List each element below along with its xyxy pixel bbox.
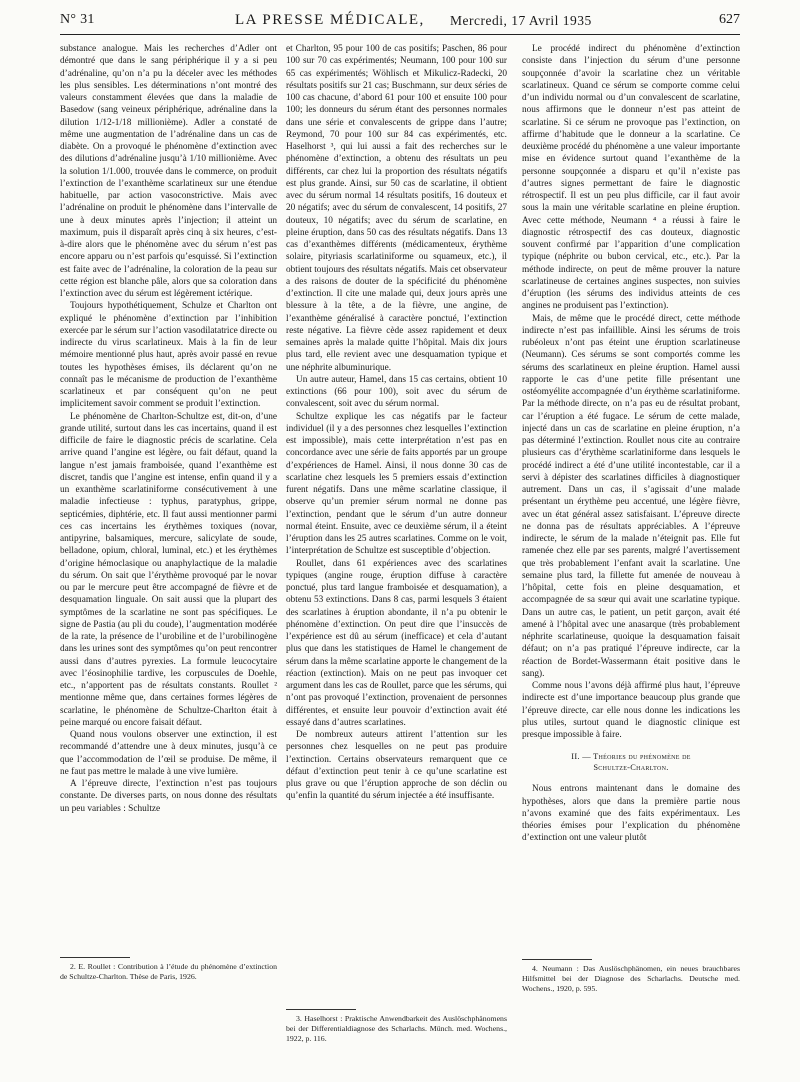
paragraph: De nombreux auteurs attirent l’attention sur les personnes chez lesquelles on ne peut pas produire l’extinction. Certains observateurs remarquent que ce défaut d’extinction peut tenir à ce qu’une scarlatine est plus grave ou que l’éruption approche de son déclin ou qu’enfin la quantité du sérum injectée a été insuffisante. bbox=[286, 730, 507, 802]
issue-number: N° 31 bbox=[60, 12, 95, 27]
section-heading bbox=[522, 751, 740, 773]
section-heading-line: II. — Théories du phénomène de bbox=[571, 752, 691, 762]
column-1 bbox=[60, 43, 277, 1078]
paragraph: A l’épreuve directe, l’extinction n’est pas toujours constante. De diverses parts, on nous donne des résultats un peu variables : Schultze bbox=[60, 779, 277, 814]
footnote: 4. Neumann : Das Auslöschphänomen, ein neues brauchbares Hilfsmittel bei der Diagnose des Scharlachs. Deutsche med. Wochens., 1920, p. 595. bbox=[522, 964, 740, 993]
paragraph: Roullet, dans 61 expériences avec des scarlatines typiques (angine rouge, éruption diffuse à caractère ponctué, plus tard langue framboisée et desquamation), a obtenu 53 extinctions. Dans 8 cas, parmi lesquels 3 étaient des scarlatines à éruption abondante, il n’a pu obtenir le phénomène d’extinction. On peut dire que l’insuccès de l’expérience est dû au sérum (inefficace) et cela d’autant plus que dans les statistiques de Hamel le changement de sérum dans la même scarlatine apporte le changement de la réaction (extinction). Mais on ne peut pas invoquer cet argument dans les cas de Roullet, parce que les sérums, qui n’ont pas provoqué l’extinction, provenaient de personnes différentes, et ensuite leur pouvoir d’extinction avait été essayé dans d’autres scarlatines. bbox=[286, 558, 507, 728]
column-3 bbox=[522, 43, 740, 1078]
paragraph: Toujours hypothétiquement, Schulze et Charlton ont expliqué le phénomène d’extinction par l’inhibition exercée par le sérum sur l’action vasodilatatrice directe ou indirecte du virus scarlatineux. Mais à la fin de leur mémoire mentionné plus haut, après avoir passé en revue toutes les hypothèses émises, ils déclarent qu’on ne connaît pas le mécanisme de production de l’exanthème scarlatineux et par conséquent qu’on ne peut implicitement savoir comment se produit l’extinction. bbox=[60, 301, 277, 410]
page-header bbox=[60, 12, 740, 35]
paragraph: Le phénomène de Charlton-Schultze est, dit-on, d’une grande utilité, surtout dans les cas incertains, quand il est difficile de faire le diagnostic précis de scarlatine. Cela arrive quand l’angine est légère, ou fait défaut, quand la langue n’est jamais framboisée, quand l’exanthème est discret, tandis que l’angine est intense, enfin quand il y a un exanthème scarlatiniforme consécutivement à une maladie infectieuse : typhus, paratyphus, grippe, septicémies, diphtérie, etc. Il faut aussi mentionner parmi ces cas incertains les érythèmes toxiques (novar, antipyrine, balsamiques, mercure, salicylate de soude, belladone, opium, chloral, luminal, etc.) et les érythèmes d’origine hémoclasique ou anaphylactique de la maladie du sérum. On sait que l’érythème provoqué par le novar ou par le mercure peut être accompagné de fièvre et de desquamation linguale. On sait aussi que la plupart des symptômes de la scarlatine ne sont pas spécifiques. Le signe de Pastia (au pli du coude), l’augmentation modérée de la rate, la présence de l’urobiline et de l’urobilinogène dans les urines sont des symptômes qu’on peut rencontrer aussi dans d’autres pyrexies. La formule leucocytaire avec l’éosinophilie tardive, les corpuscules de Doehle, etc., n’apportent pas de résultats constants. Roullet ² mentionne même que, dans certaines formes légères de scarlatine, le phénomène de Schultze-Charlton était à peine marqué ou encore faisait défaut. bbox=[60, 411, 277, 728]
paragraph: et Charlton, 95 pour 100 de cas positifs; Paschen, 86 pour 100 sur 70 cas expérimentés; Neumann, 100 pour 100 sur 65 cas expérimentés; Wöhlisch et Mikulicz-Radecki, 20 résultats positifs sur 21 cas; Buschmann, sur deux séries de 100 cas chacune, d’abord 61 pour 100 et ensuite 100 pour 100; les donneurs du sérum étant des personnes normales dans une série et convalescents de grippe dans l’autre; Reymond, 70 pour 100 sur 84 cas expérimentés, etc. Haselhorst ³, qui lui aussi a fait des recherches sur le phénomène d’extinction, a obtenu des résultats un peu différents, car chez lui la proportion des résultats négatifs est plus grande. Ainsi, sur 50 cas de scarlatine, il obtient avec du sérum normal 14 résultats positifs, 16 douteux et 20 négatifs; avec du sérum de convalescent, 14 positifs, 27 douteux, 10 négatifs; avec du sérum de scarlatine, en pleine éruption, dans 50 cas des résultats négatifs. Dans 13 cas d’exanthèmes différents (médicamenteux, érythème solaire, pityriasis scarlatiniforme ou squameux, etc.), il obtient toujours des résultats négatifs. Mais cet observateur a des raisons de douter de la spécificité du phénomène d’extinction. Il cite une malade qui, deux jours après une blessure à la tête, a de la fièvre, une angine, de l’exanthème généralisé à caractère ponctué, l’extinction reste négative. La fièvre cède assez rapidement et deux semaines après la malade quitte l’hôpital. Mais dix jours plus tard, elle revient avec une desquamation typique et une néphrite albuminurique. bbox=[286, 44, 507, 373]
page-number: 627 bbox=[719, 12, 740, 27]
issue-date: Mercredi, 17 Avril 1935 bbox=[450, 13, 592, 28]
paragraph: Schultze explique les cas négatifs par le facteur individuel (il y a des personnes chez lesquelles l’extinction est impossible), mais cette interprétation n’est pas en concordance avec une série de faits apportés par un groupe d’expériences de Hamel. Ainsi, il nous donne 30 cas de scarlatine chez lesquels les 5 premiers essais d’extinction furent négatifs. Dans une même scarlatine classique, il observe qu’un premier sérum normal ne donne pas l’extinction, pendant que le sérum d’un autre donneur normal éteint. Ensuite, avec ce deuxième sérum, il a éteint l’éruption dans les 25 autres scarlatines. Comme on le voit, l’interprétation de Schultze est susceptible d’objection. bbox=[286, 411, 507, 557]
paragraph: Un autre auteur, Hamel, dans 15 cas certains, obtient 10 extinctions (66 pour 100), soit avec du sérum de convalescent, soit avec du sérum normal. bbox=[286, 374, 507, 410]
footnote: 3. Haselhorst : Praktische Anwendbarkeit des Auslöschphänomens bei der Differentialdiagnose des Scharlachs. Münch. med. Wochens., 1922, p. 116. bbox=[286, 1014, 507, 1043]
footnote-divider bbox=[60, 957, 130, 958]
section-heading-line: Schultze-Charlton. bbox=[593, 763, 669, 773]
footnote-divider bbox=[522, 959, 592, 960]
column-2 bbox=[286, 43, 507, 1078]
paragraph: Le procédé indirect du phénomène d’extinction consiste dans l’injection du sérum d’une personne soupçonnée d’avoir la scarlatine chez un véritable scarlatineux. Quand ce sérum se comporte comme celui d’un individu normal ou d’un convalescent de scarlatine, nous affirmons que le donneur n’est pas atteint de scarlatine. Si ce sérum ne provoque pas l’extinction, on affirme d’habitude que le donneur a la scarlatine. Ce deuxième procédé du phénomène a une valeur importante mise en évidence surtout quand l’exanthème de la personne soupçonnée a disparu et qu’il n’existe pas d’autres signes permettant de faire le diagnostic rétrospectif. Il est un peu plus difficile, car il faut avoir sous la main une véritable scarlatine en pleine éruption. Avec cette méthode, Neumann ⁴ a réussi à faire le diagnostic rétrospectif des cas douteux, diagnostic souvent confirmé par l’apparition d’une complication typique (néphrite ou bubon cervical, etc., etc.). Par la méthode indirecte, on peut de même prouver la nature scarlatineuse de certaines angines suspectes, non suivies d’éruption (les sérums des individus atteints de ces angines ne produisent pas l’extinction). bbox=[522, 44, 740, 312]
paragraph: Nous entrons maintenant dans le domaine des hypothèses, alors que dans la première partie nous n’avons examiné que des faits expérimentaux. Les théories émises pour l’explication du phénomène d’extinction ont une valeur plutôt bbox=[522, 784, 740, 844]
journal-title: LA PRESSE MÉDICALE, bbox=[235, 12, 425, 28]
footnote-divider bbox=[286, 1009, 356, 1010]
paragraph: substance analogue. Mais les recherches d’Adler ont démontré que dans le sang périphérique il y a si peu d’adrénaline, qu’on n’a pu la déceler avec les méthodes les plus sensibles. Les déterminations n’ont montré des valeurs constamment élevées que dans la maladie de Basedow (sang veineux périphérique, adrénaline dans la dilution 1/12-1/18 millionième). Adler a constaté de même une augmentation de l’adrénaline dans un cas de diabète. On a provoqué le phénomène d’extinction avec des dilutions d’adrénaline jusqu’à 1/10 millionième. Avec la solution 1/1.000, trouvée dans le commerce, on produit l’extinction de l’exanthème scarlatineux sur une étendue habituelle, par action vasoconstrictive. Mais avec l’adrénaline on produit le phénomène dans l’intervalle de une à deux minutes après l’injection; il atteint un maximum, puis il disparaît après cinq à six heures, c’est-à-dire alors que le phénomène avec du sérum n’est pas encore apparu ou n’est parfois qu’esquissé. Si l’extinction est faite avec de l’adrénaline, la coloration de la peau sur cette région est blanche pâle, alors que sa coloration dans l’extinction avec du sérum est légèrement ictérique. bbox=[60, 44, 277, 299]
paragraph: Quand nous voulons observer une extinction, il est recommandé d’attendre une à deux minutes, jusqu’à ce que l’accommodation de l’œil se produise. De même, il ne faut pas mettre le malade à une vive lumière. bbox=[60, 730, 277, 777]
paragraph: Comme nous l’avons déjà affirmé plus haut, l’épreuve indirecte est d’une importance beaucoup plus grande que l’épreuve directe, car elle nous donne les indications les plus utiles, surtout quand le diagnostic clinique est presque impossible à faire. bbox=[522, 681, 740, 740]
paragraph: Mais, de même que le procédé direct, cette méthode indirecte n’est pas infaillible. Ainsi les sérums de trois rubéoleux n’ont pas éteint une éruption scarlatineuse (Neumann). Ces sérums se sont comportés comme les sérums des scarlatineux en pleine éruption. Hamel aussi rapporte le cas d’une petite fille présentant une ostéomyélite accompagnée d’un érythème scarlatiniforme. Par la méthode directe, on n’a pas eu de résultat probant, car l’éruption a été fugace. Le sérum de cette malade, injecté dans un cas de scarlatine en pleine éruption, n’a pas déterminé l’extinction. Roullet nous cite au contraire plusieurs cas d’érythème scarlatiniforme dans lesquels le procédé indirect a été d’une utilité incontestable, car il a servi à dépister des scarlatines difficiles à diagnostiquer autrement. Dans un cas, il s’agissait d’une malade présentant un érythème peu accentué, une légère fièvre, avec un état général assez satisfaisant. L’épreuve directe ne donna pas de résultats appréciables. A l’épreuve indirecte, le sérum de la malade n’éteignit pas. Elle fut ramenée chez elle par ses parents, malgré l’avertissement que très probablement l’enfant avait la scarlatine. Une semaine plus tard, la fillette fut amenée de nouveau à l’hôpital, cette fois en pleine desquamation, et accompagnée de sa sœur qui avait une scarlatine typique. Dans un autre cas, le patient, un petit garçon, avait été amené à l’hôpital avec une anasarque (très probablement néphrite scarlatineuse, quoique la desquamation faisait défaut; on n’a pas pratiqué l’épreuve indirecte, car la réaction de Bordet-Wassermann était positive dans le sang). bbox=[522, 313, 740, 679]
footnote: 2. E. Roullet : Contribution à l’étude du phénomène d’extinction de Schultze-Charlton. Thèse de Paris, 1926. bbox=[60, 962, 277, 981]
